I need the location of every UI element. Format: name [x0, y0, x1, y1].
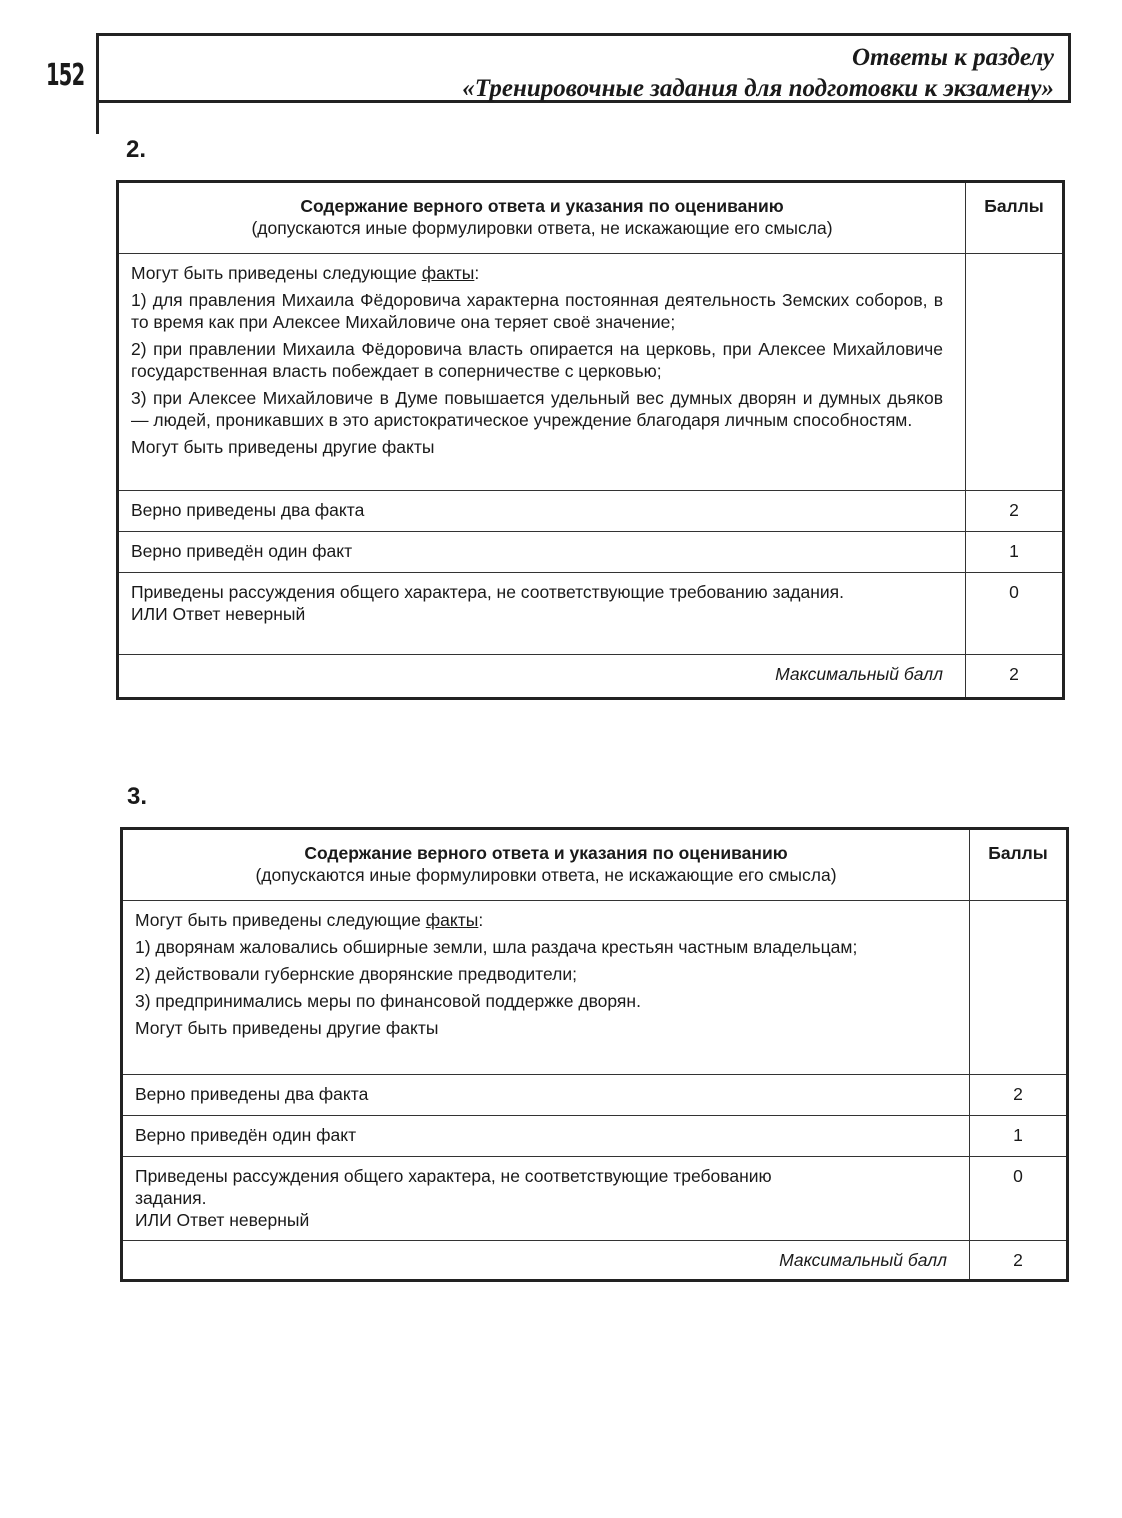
facts-intro: Могут быть приведены следующие факты:	[131, 263, 480, 283]
criterion-row	[118, 573, 1064, 655]
criterion-score: 0	[966, 573, 1064, 655]
table-header-row	[122, 829, 1068, 901]
header-subtitle: (допускаются иные формулировки ответа, не искажающие его смысла)	[251, 218, 833, 238]
header-score-label: Баллы	[966, 182, 1064, 254]
table-header-content	[122, 829, 970, 901]
criterion-row	[122, 1075, 1068, 1116]
header-subtitle: (допускаются иные формулировки ответа, не искажающие его смысла)	[255, 865, 837, 885]
max-score-value: 2	[970, 1241, 1068, 1281]
max-score-row	[118, 655, 1064, 699]
facts-cell	[122, 901, 970, 1075]
criterion-text-alt: ИЛИ Ответ неверный	[135, 1210, 310, 1230]
criterion-text: Верно приведены два факта	[122, 1075, 970, 1116]
facts-row	[122, 901, 1068, 1075]
max-score-label: Максимальный балл	[118, 655, 966, 699]
criterion-text-main: Приведены рассуждения общего характера, не соответствующие требованию задания.	[131, 582, 845, 602]
max-score-label: Максимальный балл	[122, 1241, 970, 1281]
facts-score-cell	[966, 254, 1064, 491]
criterion-score: 2	[966, 491, 1064, 532]
criterion-score: 1	[970, 1116, 1068, 1157]
section-title	[462, 42, 1054, 104]
max-score-value: 2	[966, 655, 1064, 699]
facts-other: Могут быть приведены другие факты	[135, 1018, 439, 1038]
criterion-row	[122, 1157, 1068, 1241]
criterion-row	[118, 532, 1064, 573]
criterion-score: 1	[966, 532, 1064, 573]
header-title: Содержание верного ответа и указания по оцениванию	[304, 843, 788, 863]
facts-term: факты	[425, 910, 479, 930]
criterion-text: Верно приведён один факт	[122, 1116, 970, 1157]
facts-cell	[118, 254, 966, 491]
criterion-row	[122, 1116, 1068, 1157]
section-header	[96, 33, 1071, 103]
header-score-label: Баллы	[970, 829, 1068, 901]
fact-item: 1) для правления Михаила Фёдоровича характерна постоянная деятельность Земских соборов, в то время как при Алексее Михайловиче она теряет своё значение;	[131, 290, 943, 332]
fact-item: 1) дворянам жаловались обширные земли, шла раздача крестьян частным владельцам;	[135, 937, 858, 957]
task-number: 3.	[127, 783, 148, 810]
facts-row	[118, 254, 1064, 491]
fact-item: 3) при Алексее Михайловиче в Думе повышается удельный вес думных дворян и думных дьяков — людей, проникавших в это аристократическое учреждение благодаря личным способностям.	[131, 388, 943, 430]
header-title: Содержание верного ответа и указания по оцениванию	[300, 196, 784, 216]
section-title-line1: Ответы к разделу	[852, 44, 1054, 71]
table-header-content	[118, 182, 966, 254]
criterion-text	[122, 1157, 970, 1241]
section-title-line2: «Тренировочные задания для подготовки к экзамену»	[462, 75, 1054, 102]
fact-item: 3) предпринимались меры по финансовой поддержке дворян.	[135, 991, 641, 1011]
criterion-text: Верно приведён один факт	[118, 532, 966, 573]
criterion-score: 0	[970, 1157, 1068, 1241]
grading-table	[120, 827, 1069, 1282]
table-header-row	[118, 182, 1064, 254]
facts-other: Могут быть приведены другие факты	[131, 437, 435, 457]
grading-table	[116, 180, 1065, 700]
criterion-row	[118, 491, 1064, 532]
facts-term: факты	[421, 263, 475, 283]
task-number: 2.	[126, 136, 147, 163]
criterion-score: 2	[970, 1075, 1068, 1116]
max-score-row	[122, 1241, 1068, 1281]
facts-intro: Могут быть приведены следующие факты:	[135, 910, 484, 930]
criterion-text: Верно приведены два факта	[118, 491, 966, 532]
page-number: 152	[46, 58, 85, 93]
criterion-text-main: Приведены рассуждения общего характера, не соответствующие требованию задания.	[135, 1166, 772, 1208]
margin-rule	[96, 100, 99, 134]
fact-item: 2) действовали губернские дворянские предводители;	[135, 964, 578, 984]
criterion-text	[118, 573, 966, 655]
criterion-text-alt: ИЛИ Ответ неверный	[131, 604, 306, 624]
facts-score-cell	[970, 901, 1068, 1075]
fact-item: 2) при правлении Михаила Фёдоровича власть опирается на церковь, при Алексее Михайловиче государственная власть побеждает в соперничестве с церковью;	[131, 339, 943, 381]
